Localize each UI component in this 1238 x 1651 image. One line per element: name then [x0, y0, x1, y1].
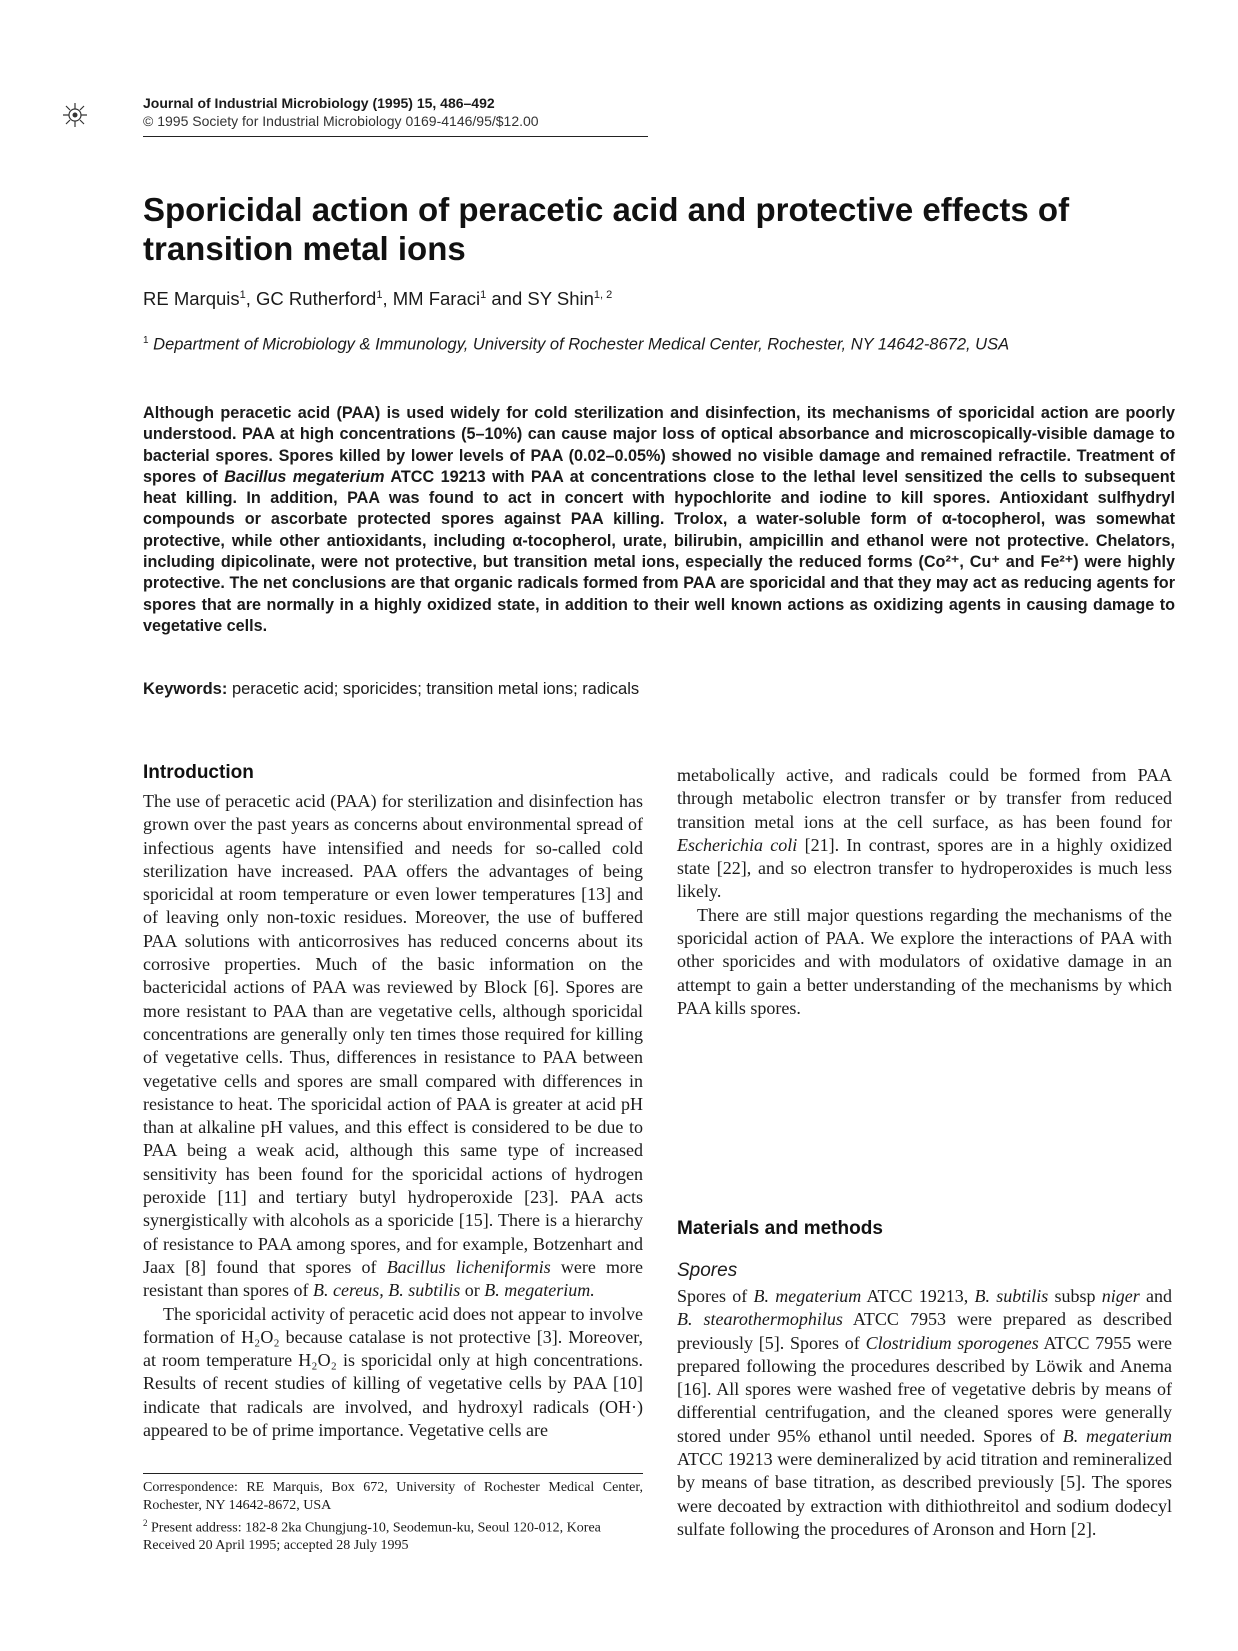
species-name: B. megaterium — [1062, 1425, 1173, 1446]
journal-copyright: © 1995 Society for Industrial Microbiology 0169-4146/95/$12.00 — [143, 113, 539, 129]
journal-citation: Journal of Industrial Microbiology (1995) 15, 486–492 — [143, 95, 495, 111]
formula: H₂O₂ — [241, 1326, 280, 1347]
author-affil-sup: 1, 2 — [593, 288, 613, 301]
paragraph — [677, 1285, 1172, 1541]
text-run: ATCC 19213, — [866, 1286, 969, 1306]
text-run: ATCC 7955 were prepared following the procedures described by Löwik and Anema [16]. All spores were washed free of vegetative debris by means of differential centrifugation, and the cleaned spores were generally stored under 95% ethanol until needed. Spores of — [677, 1332, 1173, 1446]
formula: H₂O₂ — [298, 1350, 337, 1371]
text-run: and — [1146, 1286, 1173, 1306]
affiliation — [143, 335, 1009, 355]
species-name: B. megaterium. — [484, 1280, 595, 1301]
author-name: MM Faraci — [392, 288, 481, 309]
header-divider — [143, 136, 648, 137]
abstract-text: Although peracetic acid (PAA) is used widely for cold sterilization and disinfection, its mechanisms of sporicidal action are poorly understood. PAA at high concentrations (5–10%) can cause major loss of optical absorbance and microscopically-visible damage to bacterial spores. Spores killed by lower levels of PAA (0.02–0.05%) showed no visible damage and remained refractile. Treatment of spores of — [143, 404, 1175, 486]
publisher-logo-icon — [60, 100, 90, 130]
keywords-text: peracetic acid; sporicides; transition metal ions; radicals — [231, 680, 640, 698]
author-affil-sup: 1 — [376, 288, 383, 301]
author-affil-sup: 1 — [239, 288, 246, 301]
paragraph — [143, 790, 643, 1303]
keywords-label: Keywords: — [143, 680, 228, 698]
present-address-text: Present address: 182-8 2ka Chungjung-10, Seodemun-ku, Seoul 120-012, Korea — [151, 1520, 601, 1536]
author-list: RE Marquis$^1$, GC Rutherford$^1$, MM Faraci$^1$ and SY Shin$^{1, 2}$ — [143, 288, 613, 309]
present-address-note — [143, 1515, 643, 1537]
footnote-divider — [143, 1473, 643, 1474]
abstract — [143, 403, 1175, 637]
methods-column — [677, 1285, 1172, 1541]
species-name: B. subtilis — [974, 1286, 1049, 1306]
paragraph: There are still major questions regarding the mechanisms of the sporicidal action of PAA. We explore the interactions of PAA with other sporicides and with modulators of oxidative damage in an attempt to gain a better understanding of the mechanisms by which PAA kills spores. — [677, 904, 1172, 1018]
article-title: Sporicidal action of peracetic acid and protective effects of transition metal ions — [143, 191, 1070, 267]
abstract-text: ATCC 19213 with PAA at concentrations close to the lethal level sensitized the cells to subsequent heat killing. In addition, PAA was found to act in concert with hypochlorite and iodine to kill spores. Antioxidant sulfhydryl compounds or ascorbate protected spores against PAA killing. Trolox, a water-soluble form of α-tocopherol, was somewhat protective, while other antioxidants, including α-tocopherol, urate, bilirubin, ampicillin and ethanol were not protective. Chelators, including dipicolinate, were not protective, but transition metal ions, especially the reduced forms (Co²⁺, Cu⁺ and Fe²⁺) were highly protective. The net conclusions are that organic radicals formed from PAA are sporicidal and that they may act as reducing agents for spores that are normally in a highly oxidized state, in addition to their well known actions as oxidizing agents in causing damage to vegetative cells. — [143, 467, 1175, 635]
text-run: because catalase is not protective [3]. Moreover, at room temperature — [143, 1326, 644, 1371]
affiliation-sup: 1 — [143, 335, 149, 346]
text-run: ATCC 7953 were prepared as described previously [5]. Spores of — [677, 1309, 1173, 1353]
text-run: The sporicidal activity of peracetic acid does not appear to involve formation of — [143, 1303, 643, 1347]
author-affil-sup: 1 — [480, 288, 487, 301]
left-column — [143, 790, 643, 1442]
introduction-heading: Introduction — [143, 762, 254, 783]
text-run: ATCC 19213 were demineralized by acid titration and remineralized by means of base titration, as described previously [5]. The spores were decoated by extraction with dithiothreitol and sodium dodecyl sulfate following the procedures of Aronson and Horn [2]. — [677, 1449, 1172, 1539]
species-name: Escherichia coli — [677, 834, 805, 855]
text-run: [21]. In contrast, spores are in a highly oxidized state [22], and so electron transfer to hydroperoxides is much less likely. — [677, 834, 1172, 902]
journal-header — [143, 94, 539, 130]
abstract-species: Bacillus megaterium — [224, 467, 385, 486]
author-name: SY Shin — [527, 288, 594, 309]
text-run: The use of peracetic acid (PAA) for sterilization and disinfection has grown over the past years as concerns about environmental spread of infectious agents have intensified and needs for so-called cold sterilization have increased. PAA offers the advantages of being sporicidal at room temperature or even lower temperatures [13] and of leaving only non-toxic residues. Moreover, the use of buffered PAA solutions with anticorrosives has reduced concerns about its corrosive properties. Much of the basic information on the bactericidal actions of PAA was reviewed by Block [6]. Spores are more resistant to PAA than are vegetative cells, although sporicidal concentrations are generally only ten times those required for killing of vegetative cells. Thus, differences in resistance to PAA between vegetative cells and spores are small compared with differences in resistance to heat. The sporicidal action of PAA is greater at acid pH than at alkaline pH values, and this effect is considered to be due to PAA being a weak acid, although this same type of increased sensitivity has been found for the sporicidal actions of hydrogen peroxide [11] and tertiary butyl hydroperoxide [23]. PAA acts synergistically with alcohols as a sporicide [15]. There is a hierarchy of resistance to PAA among spores, and for example, Botzenhart and Jaax [8] found that spores of — [143, 791, 643, 1277]
text-run: metabolically active, and radicals could be formed from PAA through metabolic electron transfer or by transfer from reduced transition metal ions at the cell surface, as has been found for — [677, 765, 1172, 832]
species-name: Bacillus licheniformis — [386, 1256, 551, 1277]
spores-subheading: Spores — [677, 1260, 738, 1281]
species-name: B. cereus, B. subtilis — [312, 1280, 461, 1301]
footnote-sup: 2 — [143, 1517, 148, 1528]
author-name: GC Rutherford — [256, 288, 377, 309]
paragraph — [677, 764, 1172, 904]
keywords — [143, 680, 639, 699]
species-name: niger — [1101, 1286, 1140, 1306]
text-run: or — [464, 1280, 480, 1301]
affiliation-text: Department of Microbiology & Immunology, University of Rochester Medical Center, Rochester, NY 14642-8672, USA — [153, 335, 1010, 354]
species-name: B. stearothermophilus — [677, 1309, 843, 1330]
correspondence-note: Correspondence: RE Marquis, Box 672, University of Rochester Medical Center, Rochester, NY 14642-8672, USA — [143, 1480, 643, 1513]
species-name: Clostridium sporogenes — [865, 1332, 1039, 1353]
methods-heading: Materials and methods — [677, 1218, 883, 1239]
species-name: B. megaterium — [753, 1286, 862, 1306]
footnotes — [143, 1479, 643, 1555]
paragraph — [143, 1303, 643, 1443]
text-run: were more resistant than spores of — [143, 1256, 643, 1301]
text-run: is sporicidal only at high concentrations. Results of recent studies of killing of vegetative cells by PAA [10] indicate that radicals are involved, and hydroxyl radicals (OH·) appeared to be of prime importance. Vegetative cells are — [143, 1350, 644, 1441]
text-run: subsp — [1054, 1286, 1096, 1306]
right-column — [677, 764, 1172, 1020]
received-note: Received 20 April 1995; accepted 28 July 1995 — [143, 1538, 409, 1554]
text-run: Spores of — [677, 1286, 748, 1306]
author-name: RE Marquis — [143, 288, 240, 309]
